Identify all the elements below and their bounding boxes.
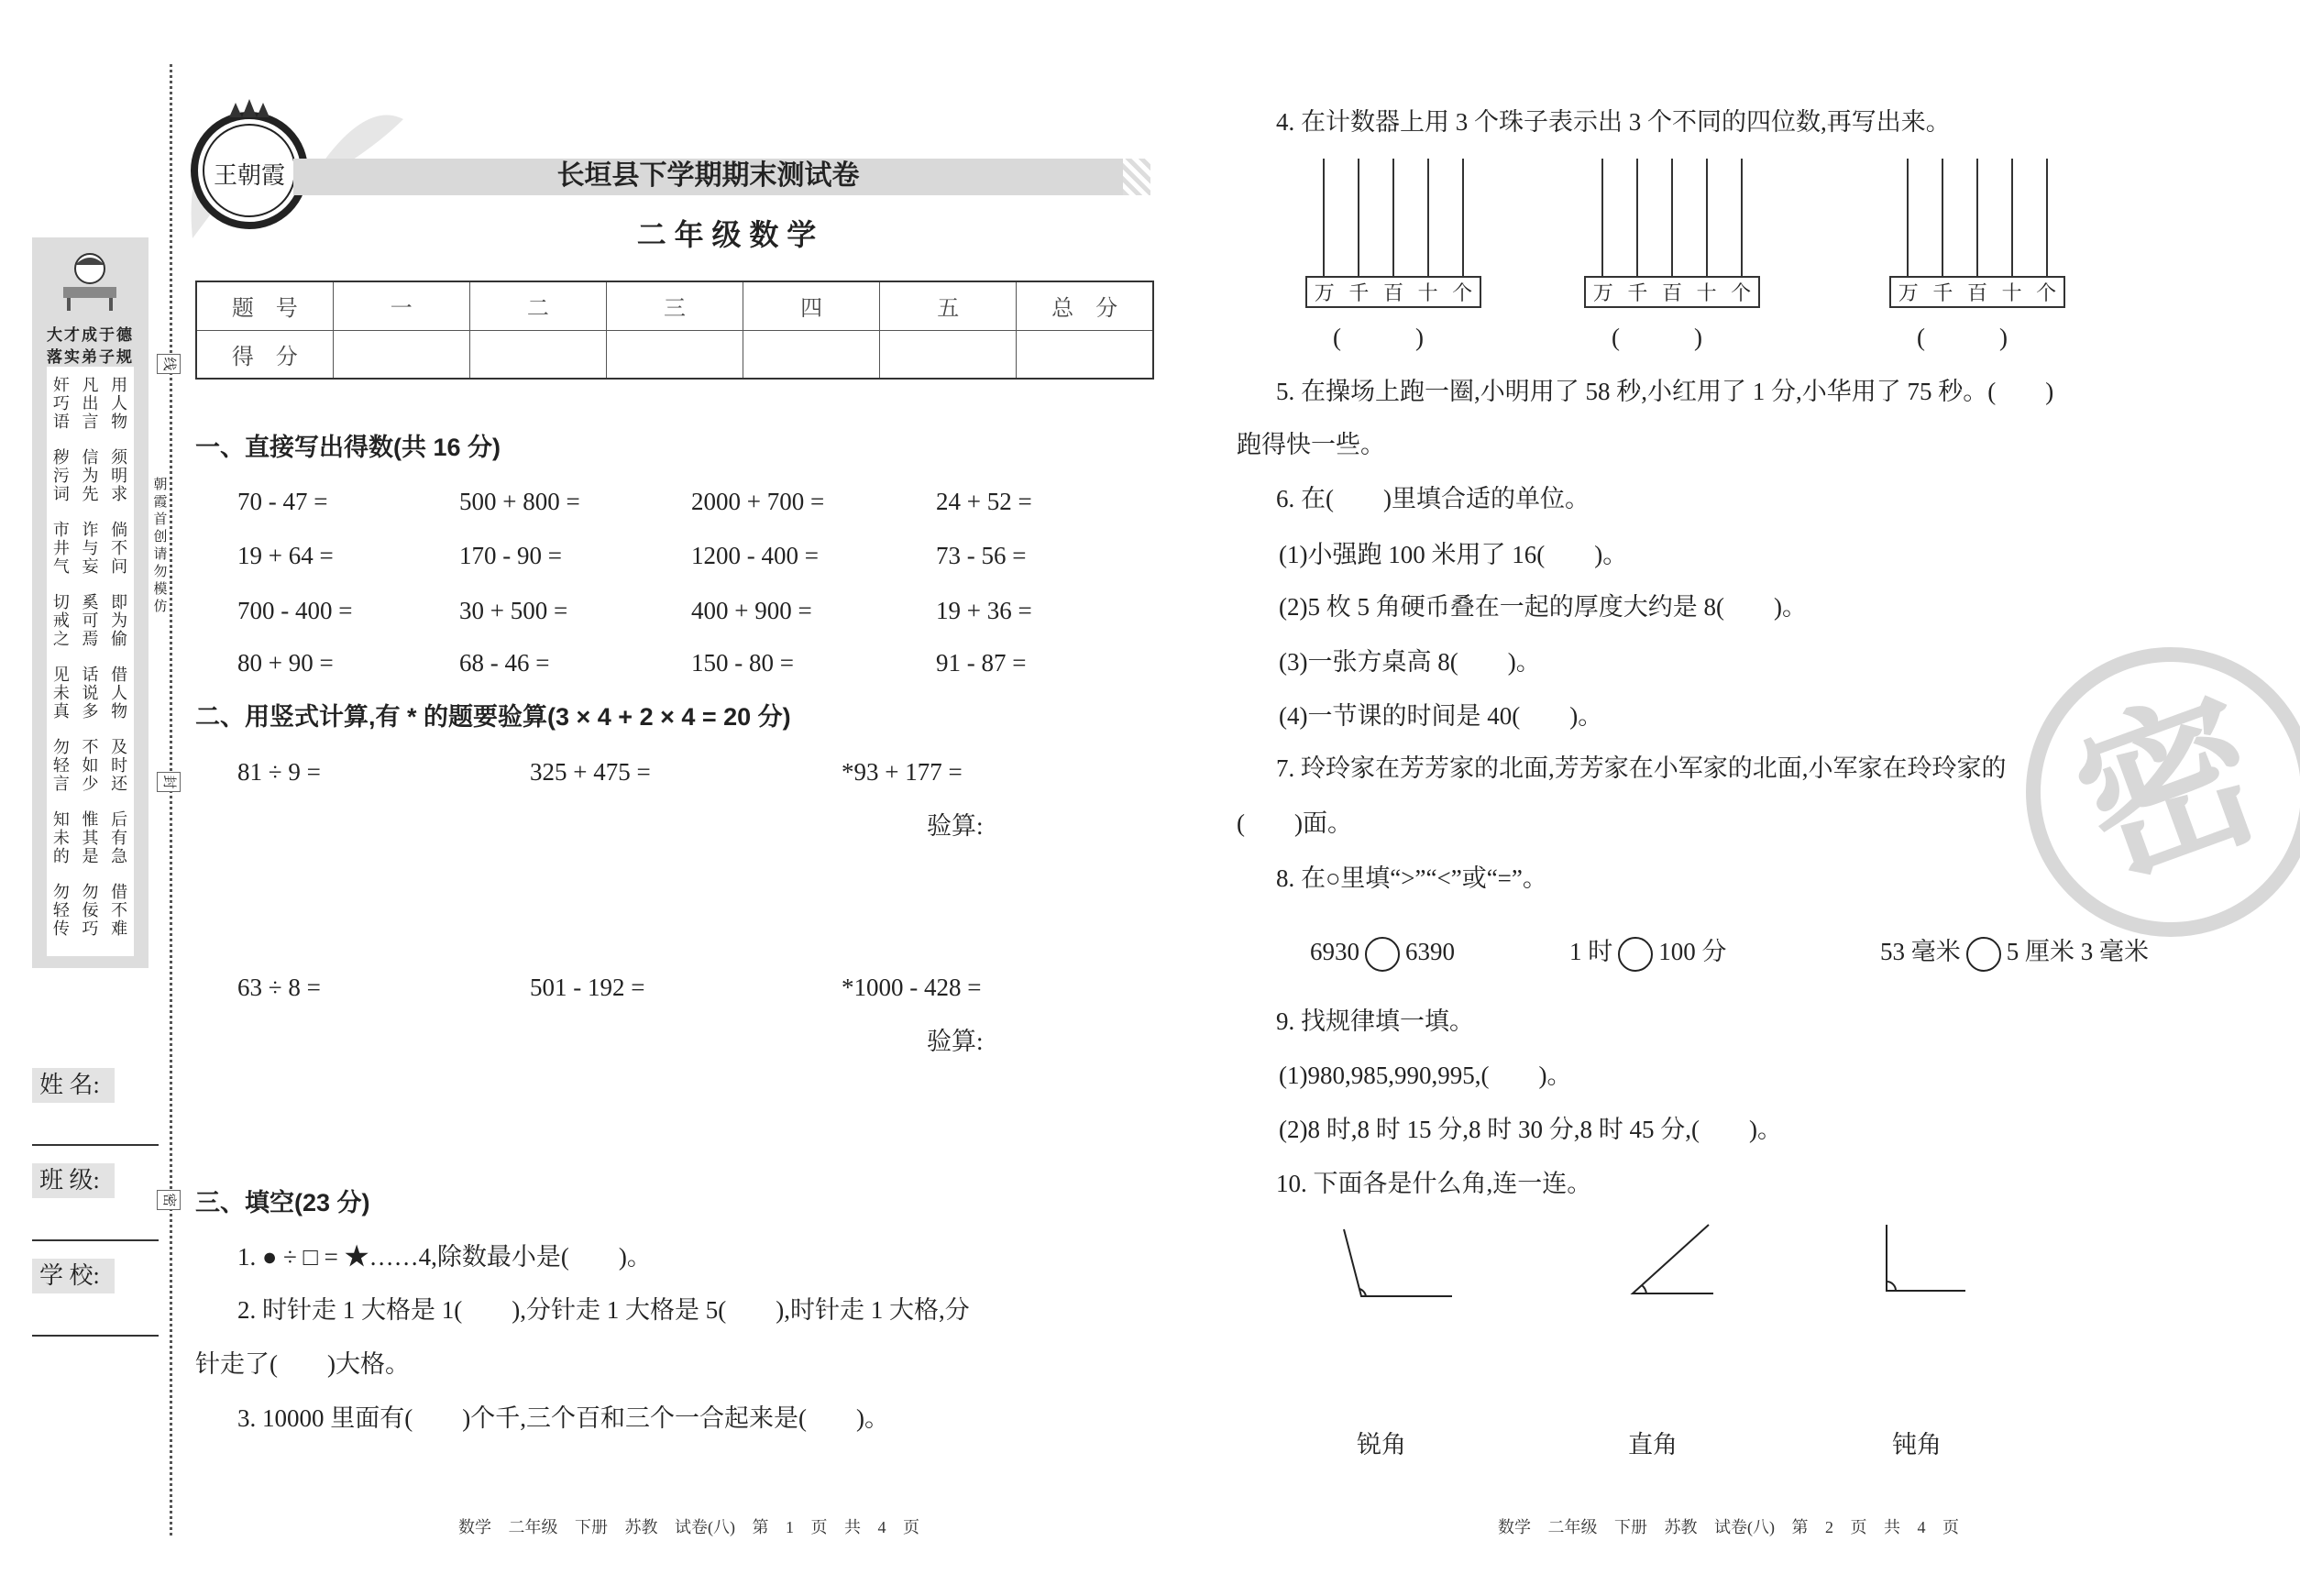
problem: 500 + 800 = bbox=[459, 488, 580, 515]
answer-blank[interactable]: ( ) bbox=[1917, 324, 2008, 351]
name-label: 姓 名: bbox=[32, 1068, 115, 1103]
angle-figures bbox=[1320, 1210, 2017, 1311]
abacus-rod bbox=[1601, 159, 1603, 276]
table-header: 一 bbox=[333, 281, 469, 330]
problem: 68 - 46 = bbox=[459, 649, 550, 677]
question-1: 1. ● ÷ □ = ★……4,除数最小是( )。 bbox=[237, 1243, 652, 1271]
place-label: 百 bbox=[1382, 281, 1403, 304]
question-6-item: (4)一节课的时间是 40( )。 bbox=[1279, 702, 1603, 730]
answer-blank[interactable]: ( ) bbox=[1333, 324, 1424, 351]
problem: *93 + 177 = bbox=[842, 758, 963, 786]
poem-text: 惟其是 bbox=[82, 810, 99, 865]
poem-text: 即为偷 bbox=[111, 593, 128, 648]
place-label: 万 bbox=[1592, 281, 1613, 304]
poem-box bbox=[47, 367, 134, 956]
school-input-line[interactable] bbox=[32, 1335, 159, 1337]
seal-seal-mark: 封 bbox=[157, 772, 181, 792]
compare-right: 100 分 bbox=[1658, 938, 1727, 966]
seal-line-mark: 线 bbox=[157, 354, 181, 374]
place-label: 十 bbox=[1696, 281, 1717, 304]
watermark-secret-icon bbox=[2021, 642, 2300, 944]
problem: 80 + 90 = bbox=[237, 649, 334, 677]
score-cell[interactable] bbox=[469, 330, 606, 379]
copyright-note: 朝霞首创 请勿模仿 bbox=[153, 478, 168, 614]
footer-page-1: 数学 二年级 下册 苏教 试卷(八) 第 1 页 共 4 页 bbox=[458, 1518, 919, 1536]
compare-circle[interactable] bbox=[1966, 937, 2001, 972]
student-illustration-icon bbox=[58, 248, 122, 313]
place-label: 个 bbox=[2036, 281, 2057, 304]
sidebar-motto-panel bbox=[32, 237, 149, 968]
poem-text: 秽污词 bbox=[52, 448, 70, 503]
place-label: 千 bbox=[1627, 281, 1648, 304]
compare-right: 5 厘米 3 毫米 bbox=[2006, 938, 2149, 966]
section-1-title: 一、直接写出得数(共 16 分) bbox=[195, 434, 501, 461]
poem-text: 借人物 bbox=[111, 666, 128, 721]
row-label: 得 分 bbox=[196, 330, 333, 379]
compare-left: 53 毫米 bbox=[1880, 938, 1961, 966]
problem: 170 - 90 = bbox=[459, 542, 562, 569]
question-9-item: (2)8 时,8 时 15 分,8 时 30 分,8 时 45 分,( )。 bbox=[1279, 1116, 1782, 1143]
poem-text: 勿轻传 bbox=[52, 883, 70, 938]
poem-text: 及时还 bbox=[111, 738, 128, 793]
problem: 24 + 52 = bbox=[936, 488, 1032, 515]
score-table bbox=[195, 281, 1154, 380]
problem: 81 ÷ 9 = bbox=[237, 758, 321, 786]
question-5-cont: 跑得快一些。 bbox=[1237, 431, 1385, 458]
poem-text: 须明求 bbox=[111, 448, 128, 503]
score-cell[interactable] bbox=[880, 330, 1017, 379]
abacus-rod bbox=[1942, 159, 1943, 276]
place-label: 个 bbox=[1452, 281, 1473, 304]
score-cell[interactable] bbox=[606, 330, 743, 379]
abacus-base bbox=[1889, 276, 2065, 308]
problem: 325 + 475 = bbox=[530, 758, 651, 786]
poem-text: 后有急 bbox=[111, 810, 128, 865]
compare-circle[interactable] bbox=[1618, 937, 1653, 972]
place-label: 十 bbox=[2001, 281, 2022, 304]
class-input-line[interactable] bbox=[32, 1239, 159, 1241]
check-label: 验算: bbox=[927, 1028, 984, 1055]
question-4: 4. 在计数器上用 3 个珠子表示出 3 个不同的四位数,再写出来。 bbox=[1276, 108, 1951, 136]
place-label: 个 bbox=[1731, 281, 1752, 304]
abacus-rod bbox=[2046, 159, 2048, 276]
problem: 73 - 56 = bbox=[936, 542, 1027, 569]
compare-item bbox=[1880, 937, 2149, 972]
abacus-rod bbox=[1706, 159, 1708, 276]
poem-text: 借不难 bbox=[111, 883, 128, 938]
abacus-base bbox=[1305, 276, 1481, 308]
poem-text: 勿轻言 bbox=[52, 738, 70, 793]
abacus-rod bbox=[1741, 159, 1743, 276]
problem: 150 - 80 = bbox=[691, 649, 794, 677]
problem: 30 + 500 = bbox=[459, 597, 568, 624]
problem: 19 + 36 = bbox=[936, 597, 1032, 624]
school-label: 学 校: bbox=[32, 1259, 115, 1293]
table-header: 二 bbox=[469, 281, 606, 330]
abacus-rod bbox=[1907, 159, 1909, 276]
problem: 63 ÷ 8 = bbox=[237, 974, 321, 1001]
abacus-rod bbox=[1976, 159, 1978, 276]
poem-text: 见未真 bbox=[52, 666, 70, 721]
table-header: 五 bbox=[880, 281, 1017, 330]
check-label: 验算: bbox=[927, 812, 984, 840]
right-angle-figure bbox=[1887, 1225, 1965, 1291]
place-label: 百 bbox=[1661, 281, 1682, 304]
question-6-item: (2)5 枚 5 角硬币叠在一起的厚度大约是 8( )。 bbox=[1279, 593, 1807, 621]
score-cell[interactable] bbox=[743, 330, 880, 379]
compare-left: 1 时 bbox=[1569, 938, 1613, 966]
motto-line: 落实弟子规 bbox=[47, 348, 134, 366]
poem-text: 话说多 bbox=[82, 666, 99, 721]
page-subtitle: 二 年 级 数 学 bbox=[636, 218, 817, 251]
problem: 1200 - 400 = bbox=[691, 542, 819, 569]
table-header: 四 bbox=[743, 281, 880, 330]
abacus bbox=[1305, 159, 1481, 308]
question-6-item: (3)一张方桌高 8( )。 bbox=[1279, 648, 1541, 676]
motto-line: 大才成于德 bbox=[47, 326, 134, 344]
abacus-rod bbox=[1358, 159, 1359, 276]
problem: 700 - 400 = bbox=[237, 597, 353, 624]
poem-text: 诈与妄 bbox=[82, 521, 99, 576]
compare-circle[interactable] bbox=[1365, 937, 1400, 972]
table-header: 总 分 bbox=[1017, 281, 1153, 330]
problem: 91 - 87 = bbox=[936, 649, 1027, 677]
table-row bbox=[196, 330, 1153, 379]
obtuse-angle-figure bbox=[1344, 1229, 1452, 1296]
table-header: 题 号 bbox=[196, 281, 333, 330]
angle-label-acute: 锐角 bbox=[1357, 1431, 1406, 1458]
section-3-title: 三、填空(23 分) bbox=[195, 1189, 370, 1216]
poem-text: 凡出言 bbox=[82, 376, 99, 431]
abacus-rod bbox=[1462, 159, 1464, 276]
footer-page-2: 数学 二年级 下册 苏教 试卷(八) 第 2 页 共 4 页 bbox=[1498, 1518, 1959, 1536]
abacus bbox=[1889, 159, 2065, 308]
poem-text: 倘不问 bbox=[111, 521, 128, 576]
compare-item bbox=[1310, 937, 1455, 972]
abacus-rod bbox=[1392, 159, 1394, 276]
question-2-cont: 针走了( )大格。 bbox=[195, 1350, 410, 1378]
problem: 2000 + 700 = bbox=[691, 488, 825, 515]
table-row bbox=[196, 281, 1153, 330]
score-cell[interactable] bbox=[333, 330, 469, 379]
binding-line bbox=[170, 64, 172, 1535]
abacus-rod bbox=[1671, 159, 1673, 276]
abacus-rod bbox=[1427, 159, 1429, 276]
class-label: 班 级: bbox=[32, 1163, 115, 1198]
place-label: 万 bbox=[1314, 281, 1335, 304]
angle-label-right: 直角 bbox=[1628, 1431, 1678, 1458]
question-7-cont: ( )面。 bbox=[1237, 809, 1352, 837]
poem-text: 勿佞巧 bbox=[82, 883, 99, 938]
place-label: 十 bbox=[1417, 281, 1438, 304]
abacus-rod bbox=[1636, 159, 1638, 276]
problem: 70 - 47 = bbox=[237, 488, 328, 515]
place-label: 万 bbox=[1898, 281, 1919, 304]
problem: 501 - 192 = bbox=[530, 974, 645, 1001]
question-7: 7. 玲玲家在芳芳家的北面,芳芳家在小军家的北面,小军家在玲玲家的 bbox=[1276, 754, 2007, 782]
acute-angle-figure bbox=[1633, 1225, 1713, 1293]
question-5: 5. 在操场上跑一圈,小明用了 58 秒,小红用了 1 分,小华用了 75 秒。( ) bbox=[1276, 378, 2054, 405]
compare-right: 6390 bbox=[1405, 938, 1455, 966]
abacus-base bbox=[1584, 276, 1760, 308]
problem: *1000 - 428 = bbox=[842, 974, 982, 1001]
answer-blank[interactable]: ( ) bbox=[1612, 324, 1702, 351]
question-6-item: (1)小强跑 100 米用了 16( )。 bbox=[1279, 541, 1628, 568]
watermark-text: 密 bbox=[2052, 663, 2286, 914]
banner-pattern bbox=[1123, 159, 1150, 195]
question-8: 8. 在○里填“>”“<”或“=”。 bbox=[1276, 864, 1547, 892]
place-label: 千 bbox=[1932, 281, 1953, 304]
angle-label-obtuse: 钝角 bbox=[1892, 1431, 1942, 1458]
place-label: 千 bbox=[1348, 281, 1370, 304]
seal-secret-mark: 密 bbox=[157, 1190, 181, 1210]
abacus-rod bbox=[1323, 159, 1325, 276]
logo-text: 王朝霞 bbox=[213, 162, 286, 190]
compare-left: 6930 bbox=[1310, 938, 1359, 966]
table-header: 三 bbox=[606, 281, 743, 330]
question-9: 9. 找规律填一填。 bbox=[1276, 1007, 1474, 1035]
poem-text: 奸巧语 bbox=[52, 376, 70, 431]
score-cell[interactable] bbox=[1017, 330, 1153, 379]
question-2: 2. 时针走 1 大格是 1( ),分针走 1 大格是 5( ),时针走 1 大格,分 bbox=[237, 1296, 970, 1324]
problem: 400 + 900 = bbox=[691, 597, 812, 624]
page-title: 长垣县下学期期末测试卷 bbox=[556, 160, 860, 191]
question-10: 10. 下面各是什么角,连一连。 bbox=[1276, 1170, 1592, 1197]
abacus bbox=[1584, 159, 1760, 308]
poem-text: 知未的 bbox=[52, 810, 70, 865]
question-6: 6. 在( )里填合适的单位。 bbox=[1276, 485, 1590, 512]
compare-item bbox=[1569, 937, 1727, 972]
poem-text: 信为先 bbox=[82, 448, 99, 503]
poem-text: 市井气 bbox=[52, 521, 70, 576]
poem-text: 不如少 bbox=[82, 738, 99, 793]
question-9-item: (1)980,985,990,995,( )。 bbox=[1279, 1062, 1572, 1089]
abacus-rod bbox=[2011, 159, 2013, 276]
question-3: 3. 10000 里面有( )个千,三个百和三个一合起来是( )。 bbox=[237, 1404, 889, 1432]
problem: 19 + 64 = bbox=[237, 542, 334, 569]
poem-text: 切戒之 bbox=[52, 593, 70, 648]
place-label: 百 bbox=[1966, 281, 1987, 304]
poem-text: 用人物 bbox=[111, 376, 128, 431]
section-2-title: 二、用竖式计算,有 * 的题要验算(3 × 4 + 2 × 4 = 20 分) bbox=[195, 703, 791, 731]
name-input-line[interactable] bbox=[32, 1144, 159, 1146]
poem-text: 奚可焉 bbox=[82, 593, 99, 648]
